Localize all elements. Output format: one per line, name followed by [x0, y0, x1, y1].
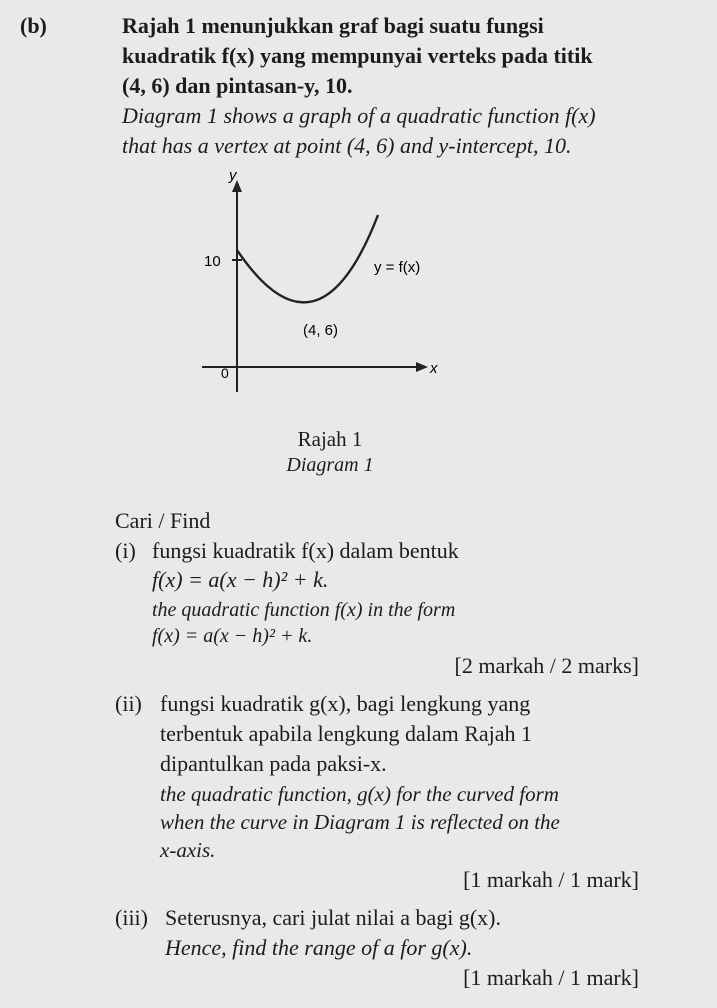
question-i-english-line-1: the quadratic function f(x) in the form [152, 599, 456, 621]
question-i-english-line-2: f(x) = a(x − h)² + k. [152, 625, 313, 647]
question-ii-malay-line-2: terbentuk apabila lengkung dalam Rajah 1 [160, 721, 533, 746]
question-i-malay-line-1: fungsi kuadratik f(x) dalam bentuk [152, 538, 459, 563]
find-label: Cari / Find [115, 508, 211, 533]
origin-label: 0 [221, 365, 229, 381]
intro-malay-line-2: kuadratik f(x) yang mempunyai verteks pada titik [122, 43, 593, 68]
question-ii-malay-line-1: fungsi kuadratik g(x), bagi lengkung yang [160, 691, 531, 716]
question-i-number: (i) [115, 538, 136, 563]
curve-label: y = f(x) [374, 259, 421, 276]
intro-english-line-2: that has a vertex at point (4, 6) and y-intercept, 10. [122, 133, 572, 158]
part-label: (b) [20, 13, 47, 38]
question-iii-english-line-1: Hence, find the range of a for g(x). [165, 935, 473, 960]
x-axis-arrow-icon [416, 362, 428, 372]
diagram-caption-english: Diagram 1 [286, 454, 374, 476]
question-ii-marks: [1 markah / 1 mark] [463, 867, 639, 892]
parabola-curve [237, 215, 378, 302]
question-i-marks: [2 markah / 2 marks] [454, 653, 639, 678]
quadratic-graph [180, 160, 460, 405]
intro-malay-line-1: Rajah 1 menunjukkan graf bagi suatu fungsi [122, 13, 544, 38]
question-ii-malay-line-3: dipantulkan pada paksi-x. [160, 751, 387, 776]
question-ii-number: (ii) [115, 691, 142, 716]
diagram-caption-malay: Rajah 1 [297, 427, 363, 451]
question-iii-marks: [1 markah / 1 mark] [463, 965, 639, 990]
question-ii-english-line-3: x-axis. [160, 838, 216, 862]
question-i-malay-line-2: f(x) = a(x − h)² + k. [152, 567, 329, 592]
intro-malay-line-3: (4, 6) dan pintasan-y, 10. [122, 73, 353, 98]
question-iii-malay-line-1: Seterusnya, cari julat nilai a bagi g(x). [165, 905, 501, 930]
y-axis-label: y [229, 167, 237, 184]
x-axis-label: x [430, 360, 438, 377]
intro-english-line-1: Diagram 1 shows a graph of a quadratic function f(x) [122, 103, 596, 128]
question-ii-english-line-2: when the curve in Diagram 1 is reflected on the [160, 810, 560, 834]
question-iii-number: (iii) [115, 905, 148, 930]
y-intercept-label: 10 [204, 253, 221, 270]
vertex-label: (4, 6) [303, 322, 339, 339]
question-ii-english-line-1: the quadratic function, g(x) for the curved form [160, 782, 559, 806]
